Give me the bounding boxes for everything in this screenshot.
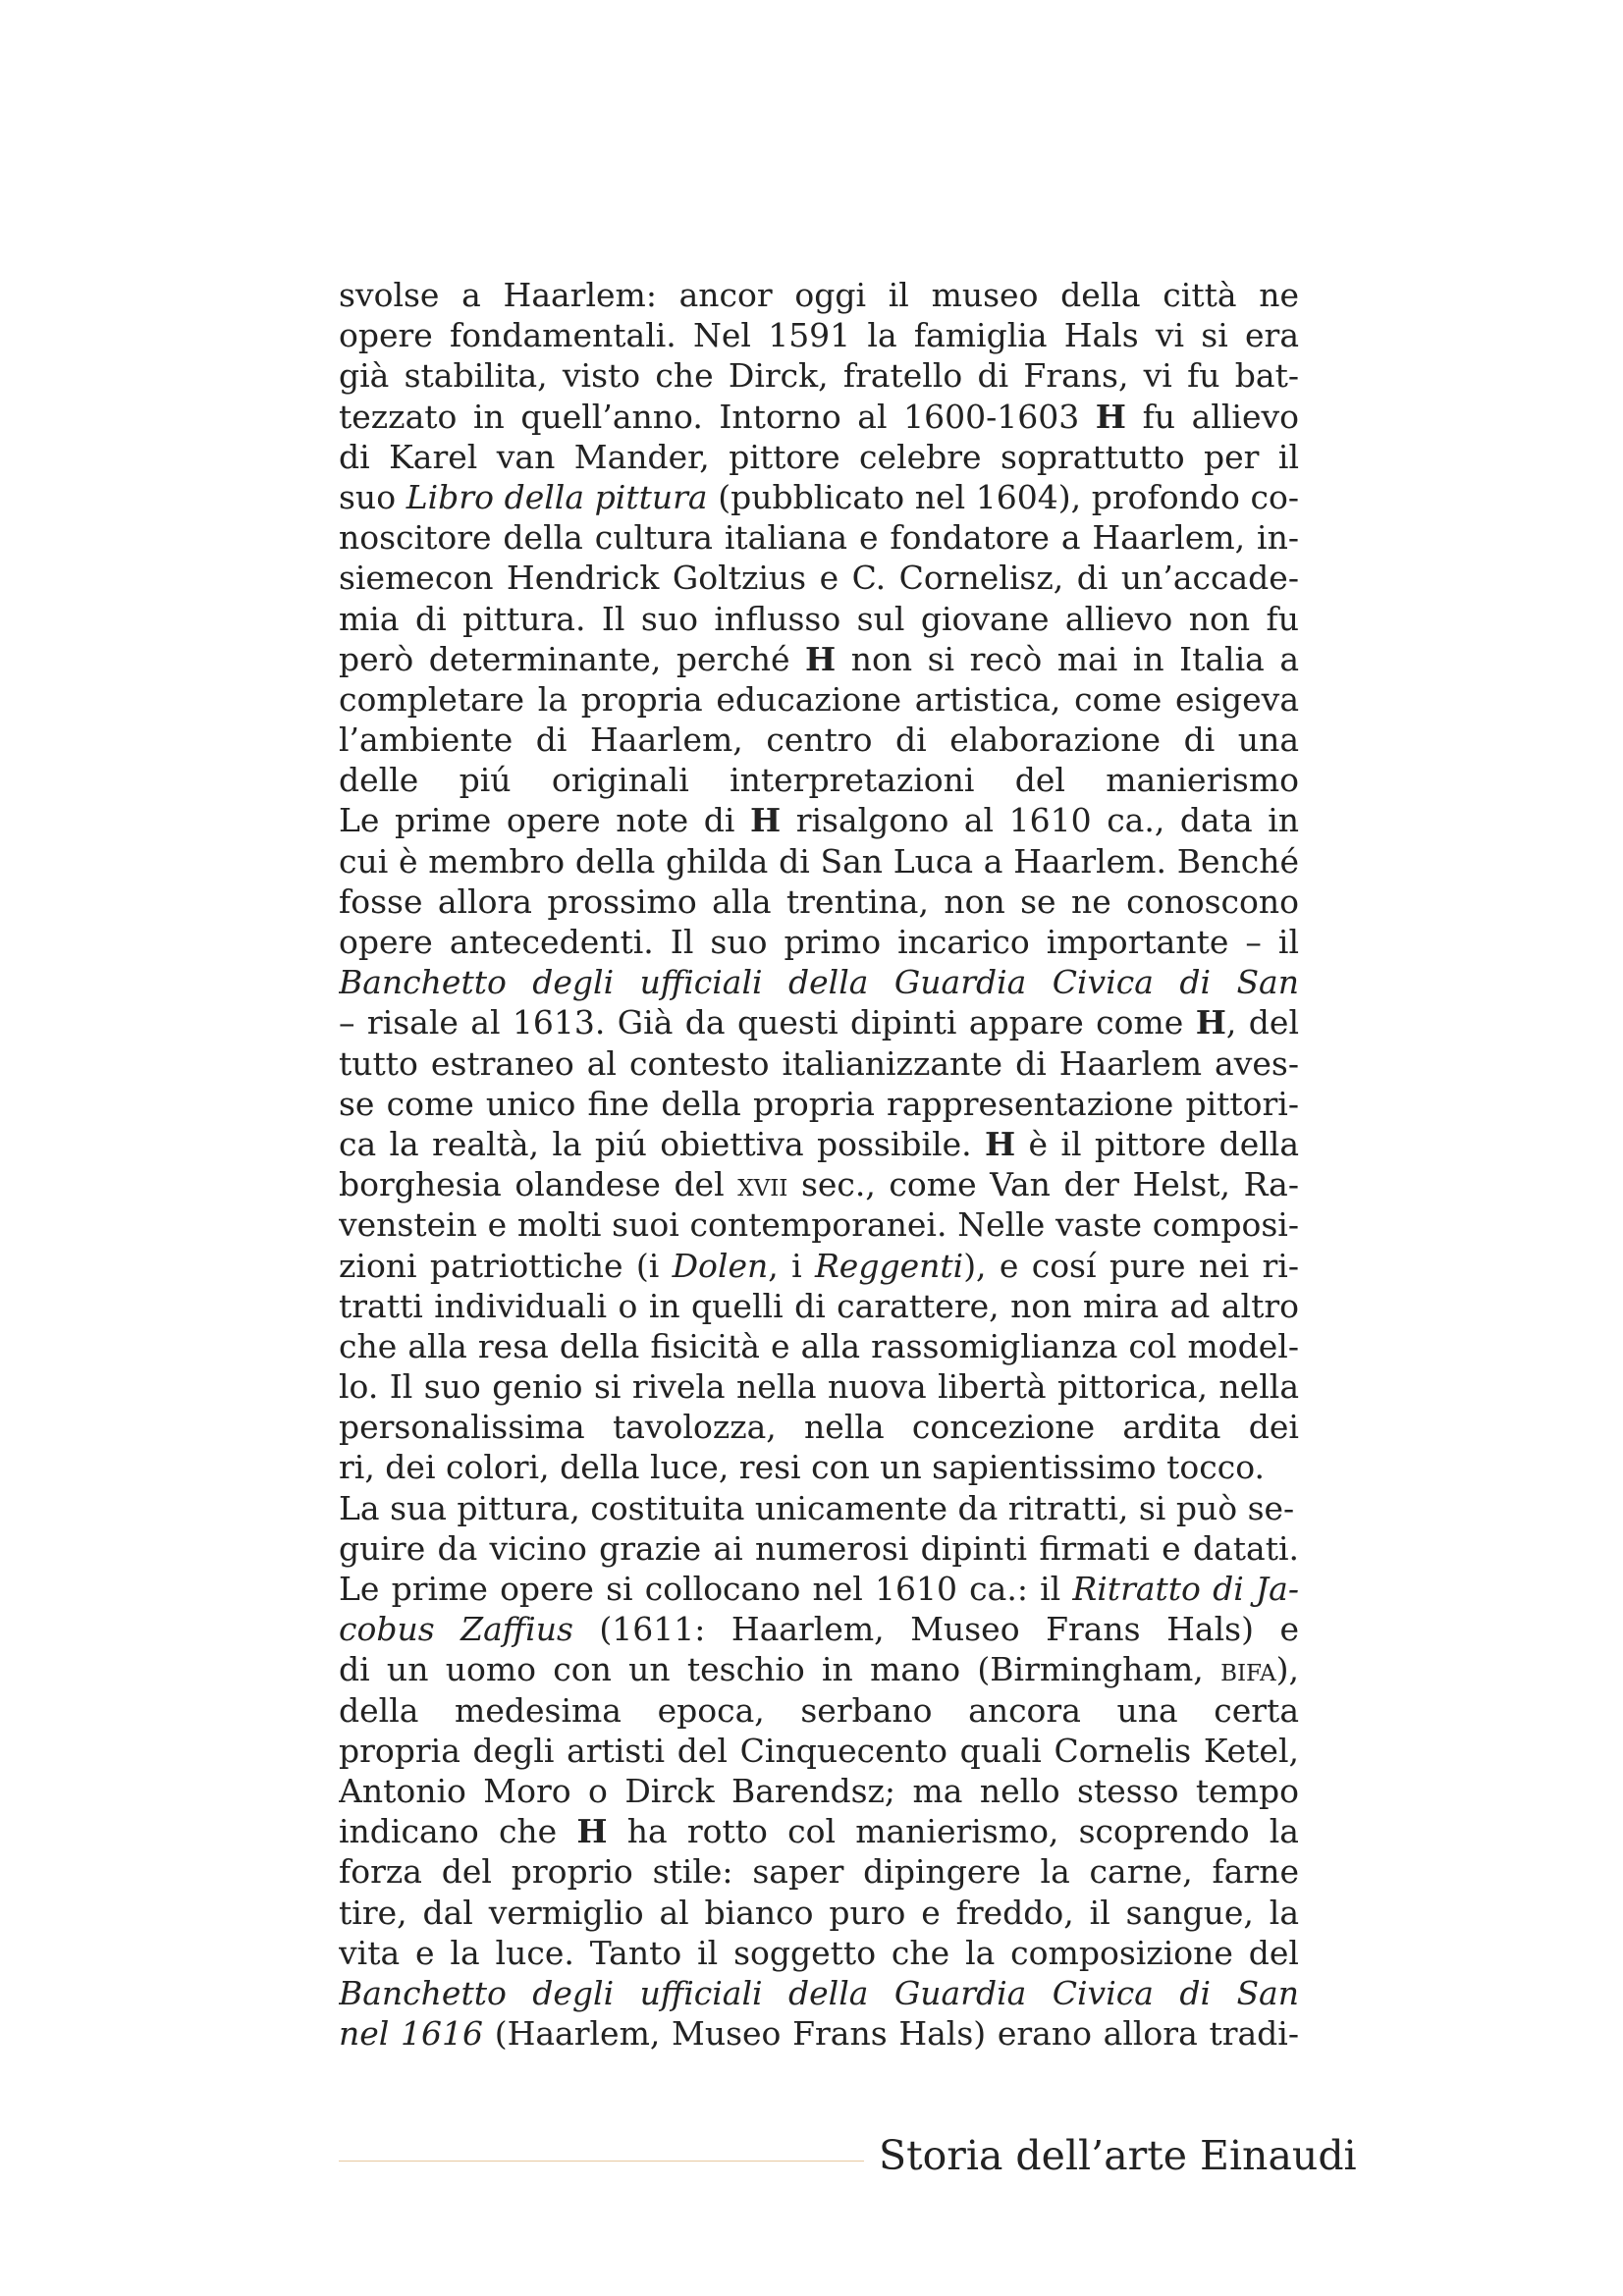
footer-rule xyxy=(339,2161,864,2162)
text-line: suo Libro della pittura (pubblicato nel 1604), profondo co- xyxy=(339,477,1299,516)
text-line: mia di pittura. Il suo influsso sul giovane allievo non fu xyxy=(339,599,1299,638)
footer-title: Storia dell’arte Einaudi xyxy=(879,2132,1357,2179)
text-line: l’ambiente di Haarlem, centro di elaborazione di una xyxy=(339,721,1299,760)
text-line: che alla resa della fisicità e alla rassomiglianza col model- xyxy=(339,1326,1299,1365)
text-line: già stabilita, visto che Dirck, fratello di Frans, vi fu bat- xyxy=(339,356,1299,396)
body-text xyxy=(339,275,1299,2054)
text-line: propria degli artisti del Cinquecento quali Cornelis Ketel, xyxy=(339,1731,1299,1770)
text-line: tratti individuali o in quelli di carattere, non mira ad altro xyxy=(339,1286,1299,1325)
text-line: tutto estraneo al contesto italianizzante di Haarlem aves- xyxy=(339,1043,1299,1083)
text-line: però determinante, perché H non si recò mai in Italia a xyxy=(339,639,1299,678)
text-line: borghesia olandese del xvii sec., come Van der Helst, Ra- xyxy=(339,1165,1299,1204)
text-line: completare la propria educazione artistica, come esigeva xyxy=(339,679,1299,719)
text-line: opere fondamentali. Nel 1591 la famiglia Hals vi si era xyxy=(339,316,1299,355)
text-line: La sua pittura, costituita unicamente da ritratti, si può se- xyxy=(339,1488,1295,1527)
text-line: lo. Il suo genio si rivela nella nuova libertà pittorica, nella xyxy=(339,1367,1299,1407)
text-line: zioni patriottiche (i Dolen, i Reggenti), e cosí pure nei ri- xyxy=(339,1246,1299,1285)
text-line: svolse a Haarlem: ancor oggi il museo della città ne xyxy=(339,276,1299,314)
text-line: tezzato in quell’anno. Intorno al 1600-1603 H fu allievo xyxy=(339,397,1299,436)
text-line: vita e la luce. Tanto il soggetto che la composizione del xyxy=(339,1933,1299,1972)
text-line: della medesima epoca, serbano ancora una certa xyxy=(339,1690,1299,1730)
text-line: ri, dei colori, della luce, resi con un sapientissimo tocco. xyxy=(339,1448,1266,1487)
text-line: Le prime opere note di H risalgono al 1610 ca., data in xyxy=(339,801,1299,840)
text-line: Banchetto degli ufficiali della Guardia Civica di San xyxy=(339,1973,1299,2012)
text-line: se come unico fine della propria rappresentazione pittori- xyxy=(339,1084,1299,1123)
text-line: venstein e molti suoi contemporanei. Nelle vaste composi- xyxy=(339,1205,1299,1245)
text-line: indicano che H ha rotto col manierismo, scoprendo la xyxy=(339,1812,1299,1851)
text-line: forza del proprio stile: saper dipingere la carne, farne xyxy=(339,1852,1299,1892)
text-line: Le prime opere si collocano nel 1610 ca.: il Ritratto di Ja- xyxy=(339,1570,1299,1608)
text-line: personalissima tavolozza, nella concezione ardita dei xyxy=(339,1408,1299,1447)
text-line: cui è membro della ghilda di San Luca a Haarlem. Benché xyxy=(339,841,1299,881)
text-line: di Karel van Mander, pittore celebre soprattutto per il xyxy=(339,437,1299,476)
text-line: siemecon Hendrick Goltzius e C. Cornelisz, di un’accade- xyxy=(339,559,1299,598)
text-line: cobus Zaffius (1611: Haarlem, Museo Frans Hals) e xyxy=(339,1610,1299,1649)
text-line: – risale al 1613. Già da questi dipinti appare come H, del xyxy=(339,1003,1299,1042)
text-line: Banchetto degli ufficiali della Guardia Civica di San xyxy=(339,963,1299,1002)
text-line: guire da vicino grazie ai numerosi dipinti firmati e datati. xyxy=(339,1528,1299,1568)
text-line: fosse allora prossimo alla trentina, non se ne conoscono xyxy=(339,881,1299,921)
text-line: noscitore della cultura italiana e fondatore a Haarlem, in- xyxy=(339,518,1299,558)
text-line: tire, dal vermiglio al bianco puro e freddo, il sangue, la xyxy=(339,1893,1299,1932)
text-line: delle piú originali interpretazioni del manierismo xyxy=(339,761,1299,800)
text-line: ca la realtà, la piú obiettiva possibile. H è il pittore della xyxy=(339,1124,1299,1163)
text-line: opere antecedenti. Il suo primo incarico importante – il xyxy=(339,923,1299,961)
text-line: Antonio Moro o Dirck Barendsz; ma nello stesso tempo xyxy=(339,1771,1299,1810)
text-line: nel 1616 (Haarlem, Museo Frans Hals) erano allora tradi- xyxy=(339,2014,1299,2054)
text-line: di un uomo con un teschio in mano (Birmingham, bifa), xyxy=(339,1650,1299,1689)
